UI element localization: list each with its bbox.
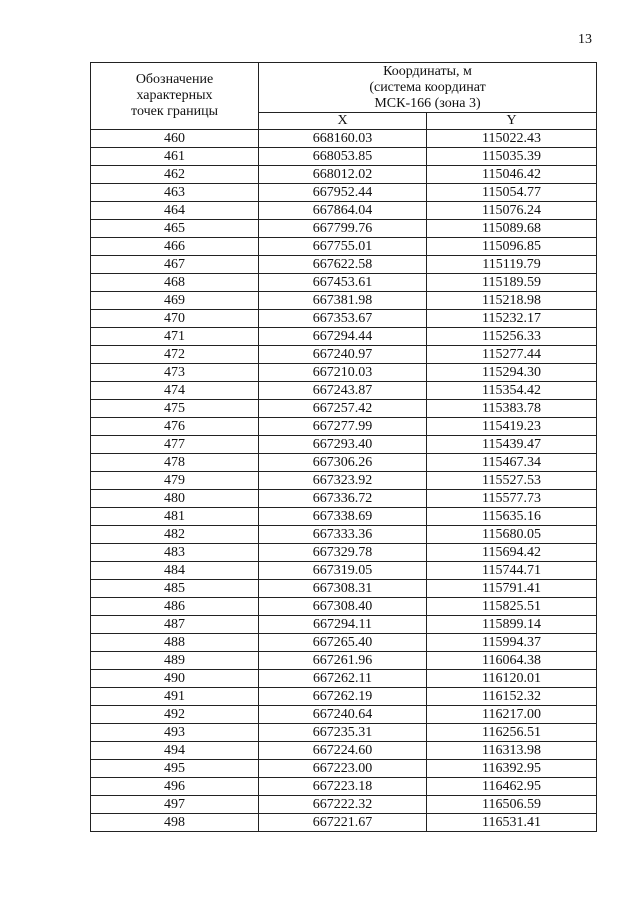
x-coordinate-cell: 667622.58 [259,256,427,274]
y-coordinate-cell: 115744.71 [427,562,597,580]
point-cell: 479 [91,472,259,490]
x-coordinate-cell: 668012.02 [259,166,427,184]
table-row [91,616,597,634]
table-body [91,130,597,832]
x-coordinate-cell: 667277.99 [259,418,427,436]
point-cell: 484 [91,562,259,580]
point-cell: 467 [91,256,259,274]
x-coordinate-cell: 667952.44 [259,184,427,202]
point-cell: 491 [91,688,259,706]
y-coordinate-cell: 115577.73 [427,490,597,508]
x-coordinate-cell: 667308.31 [259,580,427,598]
x-coordinate-cell: 667381.98 [259,292,427,310]
y-coordinate-cell: 116217.00 [427,706,597,724]
x-coordinate-cell: 667222.32 [259,796,427,814]
y-coordinate-cell: 115096.85 [427,238,597,256]
y-coordinate-cell: 115899.14 [427,616,597,634]
x-coordinate-cell: 667261.96 [259,652,427,670]
table-row [91,472,597,490]
table-row [91,598,597,616]
y-coordinate-cell: 115294.30 [427,364,597,382]
point-cell: 482 [91,526,259,544]
table-row [91,580,597,598]
y-coordinate-cell: 116120.01 [427,670,597,688]
table-row [91,454,597,472]
x-coordinate-cell: 667308.40 [259,598,427,616]
y-coordinate-cell: 116392.95 [427,760,597,778]
point-cell: 461 [91,148,259,166]
table-row [91,526,597,544]
table-row [91,724,597,742]
x-coordinate-cell: 667210.03 [259,364,427,382]
point-cell: 497 [91,796,259,814]
table-row [91,328,597,346]
table-row [91,490,597,508]
point-cell: 468 [91,274,259,292]
x-coordinate-cell: 667338.69 [259,508,427,526]
x-coordinate-cell: 667265.40 [259,634,427,652]
x-coordinate-cell: 667336.72 [259,490,427,508]
x-coordinate-cell: 667257.42 [259,400,427,418]
table-row [91,346,597,364]
x-coordinate-cell: 667293.40 [259,436,427,454]
table-row [91,166,597,184]
point-cell: 469 [91,292,259,310]
y-coordinate-cell: 115046.42 [427,166,597,184]
coordinates-table [90,62,597,832]
point-cell: 477 [91,436,259,454]
y-coordinate-cell: 115022.43 [427,130,597,148]
y-coordinate-cell: 115119.79 [427,256,597,274]
y-coordinate-cell: 116506.59 [427,796,597,814]
point-cell: 494 [91,742,259,760]
point-cell: 481 [91,508,259,526]
y-coordinate-cell: 115635.16 [427,508,597,526]
point-cell: 464 [91,202,259,220]
x-coordinate-cell: 667306.26 [259,454,427,472]
y-coordinate-cell: 115076.24 [427,202,597,220]
table-row [91,418,597,436]
x-coordinate-cell: 667755.01 [259,238,427,256]
table-row [91,238,597,256]
table-row [91,634,597,652]
x-column-header: X [259,113,427,130]
x-coordinate-cell: 667453.61 [259,274,427,292]
point-cell: 486 [91,598,259,616]
y-coordinate-cell: 115825.51 [427,598,597,616]
y-coordinate-cell: 115439.47 [427,436,597,454]
y-coordinate-cell: 115277.44 [427,346,597,364]
point-cell: 492 [91,706,259,724]
point-cell: 471 [91,328,259,346]
y-coordinate-cell: 115694.42 [427,544,597,562]
table-row [91,652,597,670]
table-row [91,544,597,562]
point-cell: 478 [91,454,259,472]
y-coordinate-cell: 115232.17 [427,310,597,328]
point-cell: 475 [91,400,259,418]
point-cell: 488 [91,634,259,652]
x-coordinate-cell: 667224.60 [259,742,427,760]
table-row [91,508,597,526]
table-row [91,400,597,418]
x-coordinate-cell: 668053.85 [259,148,427,166]
point-cell: 465 [91,220,259,238]
y-coordinate-cell: 116313.98 [427,742,597,760]
point-cell: 498 [91,814,259,832]
y-coordinate-cell: 115089.68 [427,220,597,238]
point-cell: 462 [91,166,259,184]
y-coordinate-cell: 115791.41 [427,580,597,598]
x-coordinate-cell: 667799.76 [259,220,427,238]
table-row [91,382,597,400]
table-row [91,220,597,238]
point-cell: 490 [91,670,259,688]
page-number: 13 [578,32,592,47]
point-cell: 485 [91,580,259,598]
point-cell: 472 [91,346,259,364]
y-column-header: Y [427,113,597,130]
x-coordinate-cell: 667243.87 [259,382,427,400]
point-cell: 489 [91,652,259,670]
table-row [91,760,597,778]
point-designation-header: Обозначение характерных точек границы [91,63,259,130]
table-row [91,562,597,580]
point-cell: 466 [91,238,259,256]
y-coordinate-cell: 116256.51 [427,724,597,742]
x-coordinate-cell: 668160.03 [259,130,427,148]
x-coordinate-cell: 667333.36 [259,526,427,544]
table-row [91,202,597,220]
y-coordinate-cell: 115419.23 [427,418,597,436]
table-header [91,63,597,130]
point-cell: 496 [91,778,259,796]
y-coordinate-cell: 115680.05 [427,526,597,544]
y-coordinate-cell: 116531.41 [427,814,597,832]
point-cell: 470 [91,310,259,328]
x-coordinate-cell: 667353.67 [259,310,427,328]
table-row [91,688,597,706]
x-coordinate-cell: 667323.92 [259,472,427,490]
x-coordinate-cell: 667294.11 [259,616,427,634]
point-cell: 460 [91,130,259,148]
table-row [91,778,597,796]
y-coordinate-cell: 115383.78 [427,400,597,418]
table-row [91,130,597,148]
table-row [91,256,597,274]
table-row [91,814,597,832]
x-coordinate-cell: 667221.67 [259,814,427,832]
y-coordinate-cell: 115035.39 [427,148,597,166]
point-cell: 480 [91,490,259,508]
table-row [91,436,597,454]
point-cell: 463 [91,184,259,202]
table-row [91,184,597,202]
x-coordinate-cell: 667240.97 [259,346,427,364]
point-cell: 474 [91,382,259,400]
y-coordinate-cell: 115994.37 [427,634,597,652]
x-coordinate-cell: 667262.19 [259,688,427,706]
y-coordinate-cell: 116152.32 [427,688,597,706]
table-row [91,310,597,328]
x-coordinate-cell: 667240.64 [259,706,427,724]
y-coordinate-cell: 115054.77 [427,184,597,202]
point-cell: 473 [91,364,259,382]
table-row [91,706,597,724]
x-coordinate-cell: 667235.31 [259,724,427,742]
y-coordinate-cell: 115467.34 [427,454,597,472]
y-coordinate-cell: 115527.53 [427,472,597,490]
x-coordinate-cell: 667223.00 [259,760,427,778]
x-coordinate-cell: 667294.44 [259,328,427,346]
table-row [91,148,597,166]
point-cell: 476 [91,418,259,436]
x-coordinate-cell: 667864.04 [259,202,427,220]
table-row [91,670,597,688]
point-cell: 483 [91,544,259,562]
x-coordinate-cell: 667223.18 [259,778,427,796]
point-cell: 487 [91,616,259,634]
table-row [91,274,597,292]
table-row [91,364,597,382]
y-coordinate-cell: 115256.33 [427,328,597,346]
point-cell: 495 [91,760,259,778]
point-cell: 493 [91,724,259,742]
x-coordinate-cell: 667329.78 [259,544,427,562]
y-coordinate-cell: 115218.98 [427,292,597,310]
y-coordinate-cell: 115189.59 [427,274,597,292]
x-coordinate-cell: 667262.11 [259,670,427,688]
y-coordinate-cell: 116462.95 [427,778,597,796]
y-coordinate-cell: 115354.42 [427,382,597,400]
y-coordinate-cell: 116064.38 [427,652,597,670]
coordinates-header: Координаты, м (система координат МСК-166 (зона 3) [259,63,597,113]
table-row [91,292,597,310]
table-row [91,742,597,760]
table-row [91,796,597,814]
x-coordinate-cell: 667319.05 [259,562,427,580]
